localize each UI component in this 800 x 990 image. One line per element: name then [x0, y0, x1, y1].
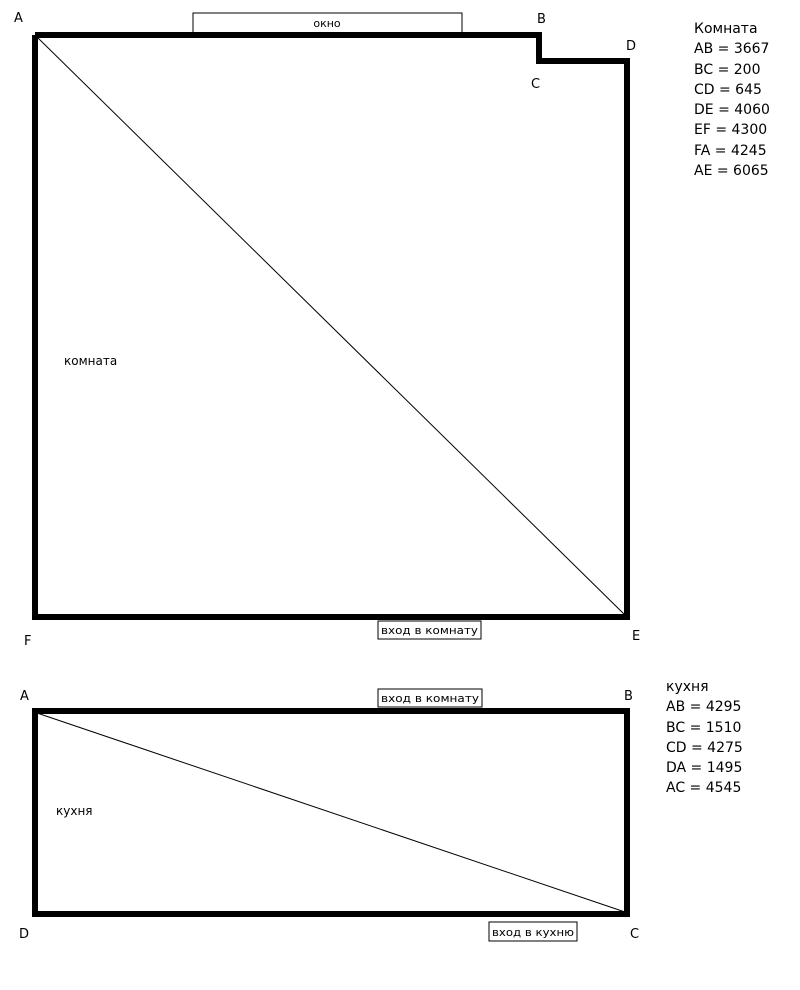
kitchen-dimension-AC: AC = 4545: [666, 780, 742, 797]
kitchen-vertex-C: C: [630, 927, 640, 942]
window-label: окно: [313, 17, 341, 30]
room-dimension-BC: BC = 200: [694, 61, 761, 78]
kitchen-dimensions-title: кухня: [666, 679, 709, 695]
kitchen-dimension-DA: DA = 1495: [666, 760, 743, 777]
kitchen-room-entrance-label: вход в комнату: [381, 692, 480, 705]
room-dimension-EF: EF = 4300: [694, 122, 768, 139]
room-vertex-C: C: [531, 77, 541, 92]
room-dimension-AE: AE = 6065: [694, 163, 769, 180]
kitchen-vertex-D: D: [19, 927, 30, 942]
room-dimension-DE: DE = 4060: [694, 102, 770, 119]
room-diagonal-AE: [37, 37, 625, 615]
room-vertex-E: E: [632, 629, 641, 644]
room-vertex-D: D: [626, 39, 637, 54]
kitchen-plan: [19, 689, 639, 942]
room-dimension-AB: AB = 3667: [694, 41, 770, 58]
room-entrance-label: вход в комнату: [381, 624, 479, 637]
room-plan: [14, 11, 640, 649]
room-dimensions-title: Комната: [694, 21, 758, 37]
room-vertex-B: B: [537, 12, 546, 27]
room-dimensions-list: [694, 19, 770, 181]
kitchen-vertex-B: B: [624, 689, 633, 704]
room-dimension-FA: FA = 4245: [694, 142, 767, 159]
kitchen-dimension-CD: CD = 4275: [666, 739, 743, 756]
room-dimension-CD: CD = 645: [694, 81, 762, 98]
kitchen-diagonal-AC: [37, 713, 625, 912]
kitchen-vertex-A: A: [20, 689, 29, 704]
kitchen-area-label: кухня: [56, 804, 93, 818]
room-vertex-F: F: [24, 634, 32, 649]
kitchen-entrance-label: вход в кухню: [492, 926, 574, 939]
room-vertex-A: A: [14, 11, 23, 26]
kitchen-dimensions-list: [666, 677, 743, 799]
room-area-label: комната: [64, 354, 118, 368]
kitchen-dimension-BC: BC = 1510: [666, 719, 742, 736]
kitchen-dimension-AB: AB = 4295: [666, 699, 742, 716]
